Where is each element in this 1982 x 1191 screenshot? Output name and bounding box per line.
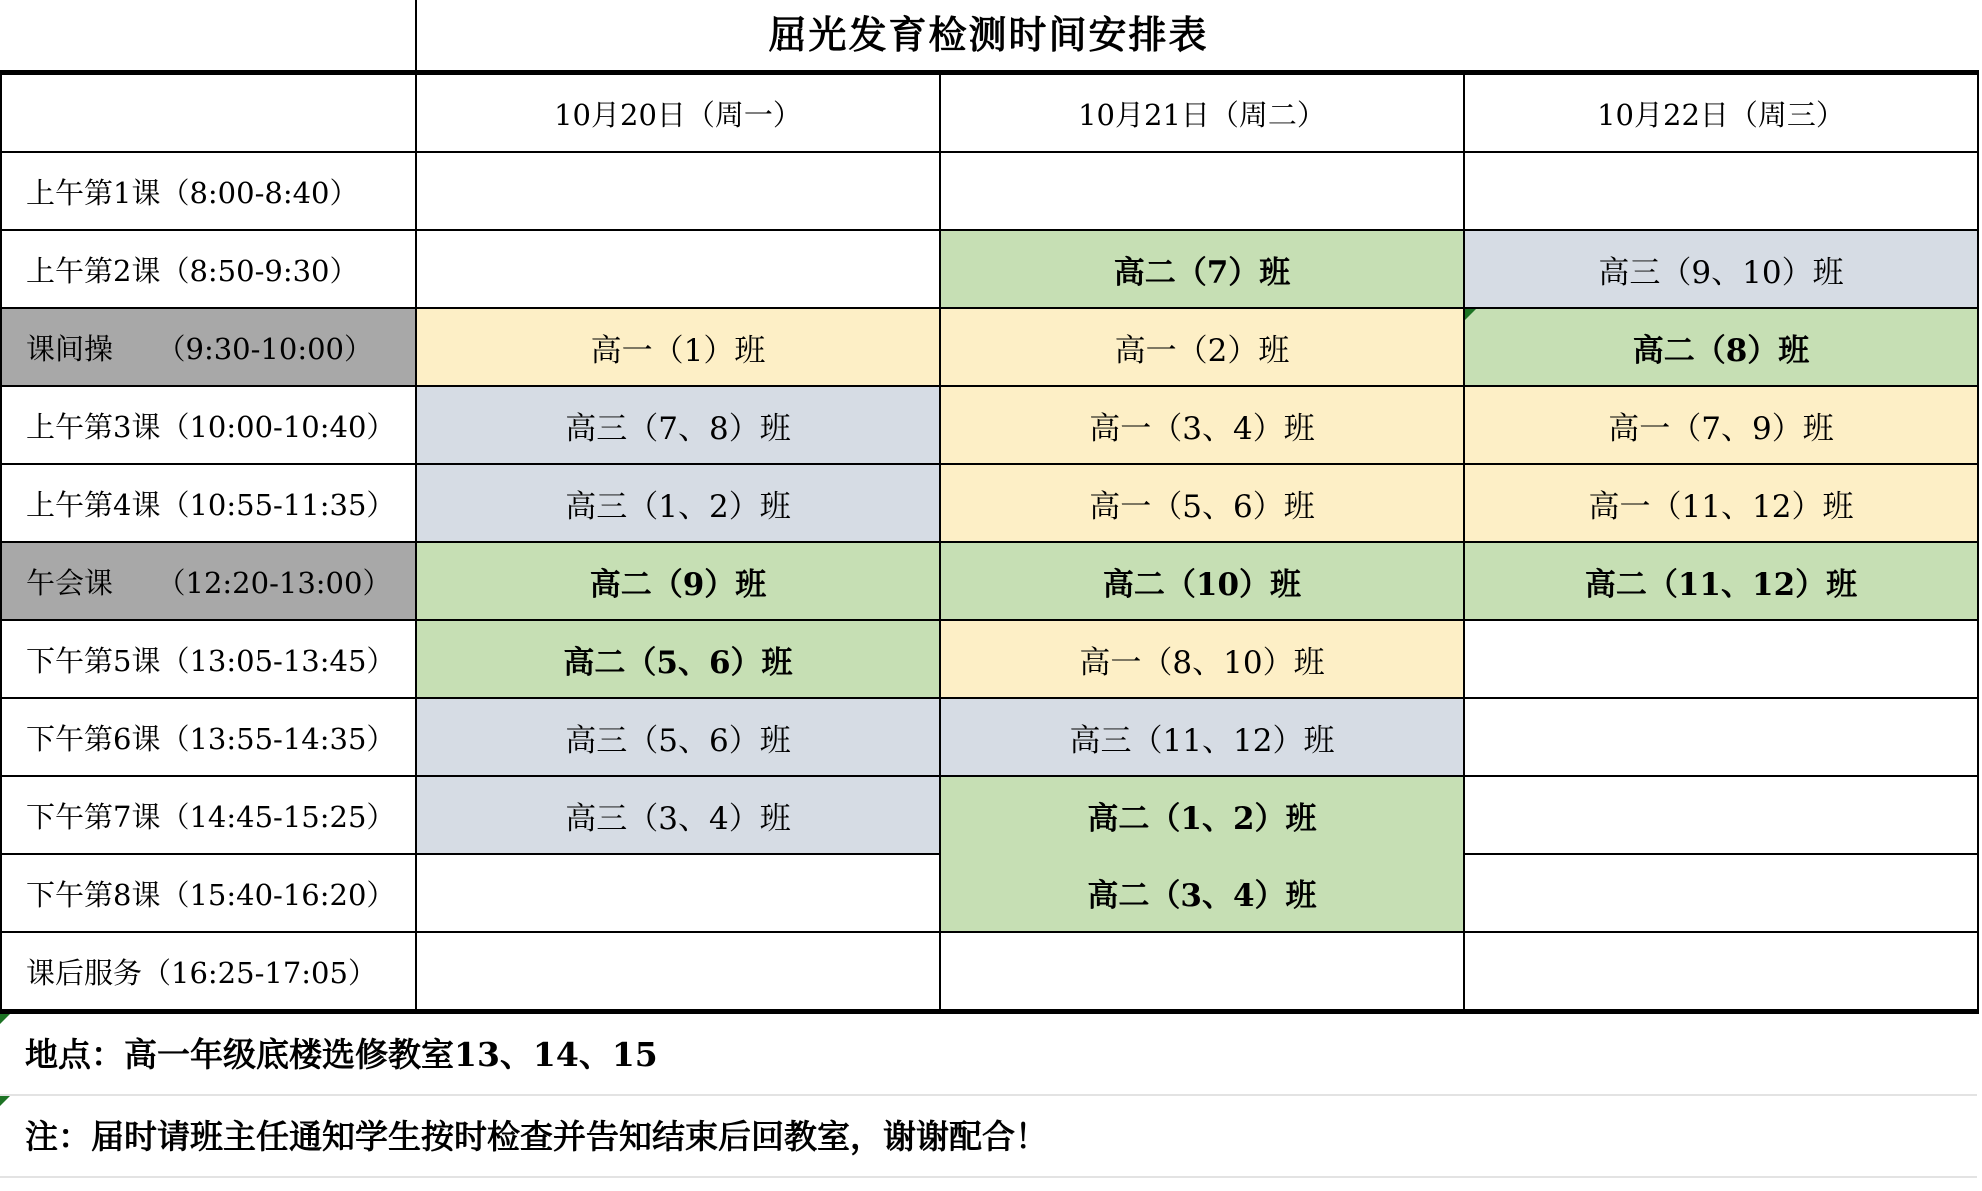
- period-label: 下午第6课（13:55-14:35）: [1, 698, 416, 776]
- schedule-cell: [940, 932, 1464, 1012]
- column-header-empty: [1, 73, 416, 153]
- schedule-cell: 高一（3、4）班: [940, 386, 1464, 464]
- schedule-cell: 高三（9、10）班: [1464, 230, 1978, 308]
- schedule-cell: 高二（10）班: [940, 542, 1464, 620]
- schedule-cell: 高一（8、10）班: [940, 620, 1464, 698]
- note-text: 注：届时请班主任通知学生按时检查并告知结束后回教室，谢谢配合！: [25, 1117, 1048, 1156]
- cell-flag-icon: [0, 1096, 10, 1106]
- schedule-cell: [940, 152, 1464, 230]
- table-row: [1, 542, 1978, 620]
- schedule-cell: 高三（3、4）班: [416, 776, 940, 854]
- period-label: 课后服务（16:25-17:05）: [1, 932, 416, 1012]
- column-header-tue: 10月21日（周二）: [940, 73, 1464, 153]
- location-text: 地点：高一年级底楼选修教室13、14、15: [25, 1035, 658, 1074]
- schedule-cell: [416, 932, 940, 1012]
- table-row: [1, 620, 1978, 698]
- period-label: 下午第7课（14:45-15:25）: [1, 776, 416, 854]
- schedule-cell-text: 高二（8）班: [1632, 332, 1810, 369]
- schedule-cell: 高二（3、4）班: [940, 854, 1464, 932]
- teacher-note: [0, 1096, 1977, 1178]
- schedule-cell: 高三（7、8）班: [416, 386, 940, 464]
- period-label: 上午第3课（10:00-10:40）: [1, 386, 416, 464]
- table-row: [1, 698, 1978, 776]
- period-label: 课间操 （9:30-10:00）: [1, 308, 416, 386]
- schedule-cell: 高一（5、6）班: [940, 464, 1464, 542]
- schedule-cell: 高一（11、12）班: [1464, 464, 1978, 542]
- column-header-mon: 10月20日（周一）: [416, 73, 940, 153]
- header-row: [1, 73, 1978, 153]
- schedule-cell: 高三（1、2）班: [416, 464, 940, 542]
- schedule-cell: 高一（1）班: [416, 308, 940, 386]
- schedule-cell: 高二（9）班: [416, 542, 940, 620]
- title-column-divider: [415, 0, 417, 70]
- schedule-cell: [1464, 698, 1978, 776]
- schedule-cell: [1464, 854, 1978, 932]
- schedule-cell: 高三（11、12）班: [940, 698, 1464, 776]
- schedule-cell: 高二（1、2）班: [940, 776, 1464, 854]
- location-note: [0, 1014, 1977, 1096]
- schedule-cell: 高一（7、9）班: [1464, 386, 1978, 464]
- period-label: 下午第8课（15:40-16:20）: [1, 854, 416, 932]
- table-row: [1, 386, 1978, 464]
- schedule-cell: [1464, 152, 1978, 230]
- table-row: [1, 854, 1978, 932]
- schedule-cell: 高二（7）班: [940, 230, 1464, 308]
- period-label: 午会课 （12:20-13:00）: [1, 542, 416, 620]
- period-label: 上午第4课（10:55-11:35）: [1, 464, 416, 542]
- schedule-cell: 高一（2）班: [940, 308, 1464, 386]
- table-row: [1, 308, 1978, 386]
- schedule-cell: [1464, 932, 1978, 1012]
- table-row: [1, 230, 1978, 308]
- schedule-cell: [416, 152, 940, 230]
- schedule-cell: [1464, 776, 1978, 854]
- schedule-cell: [1464, 308, 1978, 386]
- schedule-cell: [416, 854, 940, 932]
- table-row: [1, 932, 1978, 1012]
- table-row: [1, 152, 1978, 230]
- title-bar: [0, 0, 1977, 70]
- period-label: 上午第1课（8:00-8:40）: [1, 152, 416, 230]
- schedule-cell: 高二（11、12）班: [1464, 542, 1978, 620]
- page-title: 屈光发育检测时间安排表: [768, 12, 1209, 57]
- cell-flag-icon: [1465, 309, 1476, 320]
- column-header-wed: 10月22日（周三）: [1464, 73, 1978, 153]
- schedule-table: [0, 70, 1979, 1014]
- schedule-cell: 高三（5、6）班: [416, 698, 940, 776]
- schedule-cell: 高二（5、6）班: [416, 620, 940, 698]
- period-label: 下午第5课（13:05-13:45）: [1, 620, 416, 698]
- table-row: [1, 464, 1978, 542]
- table-row: [1, 776, 1978, 854]
- schedule-cell: [416, 230, 940, 308]
- cell-flag-icon: [0, 1014, 10, 1024]
- period-label: 上午第2课（8:50-9:30）: [1, 230, 416, 308]
- schedule-cell: [1464, 620, 1978, 698]
